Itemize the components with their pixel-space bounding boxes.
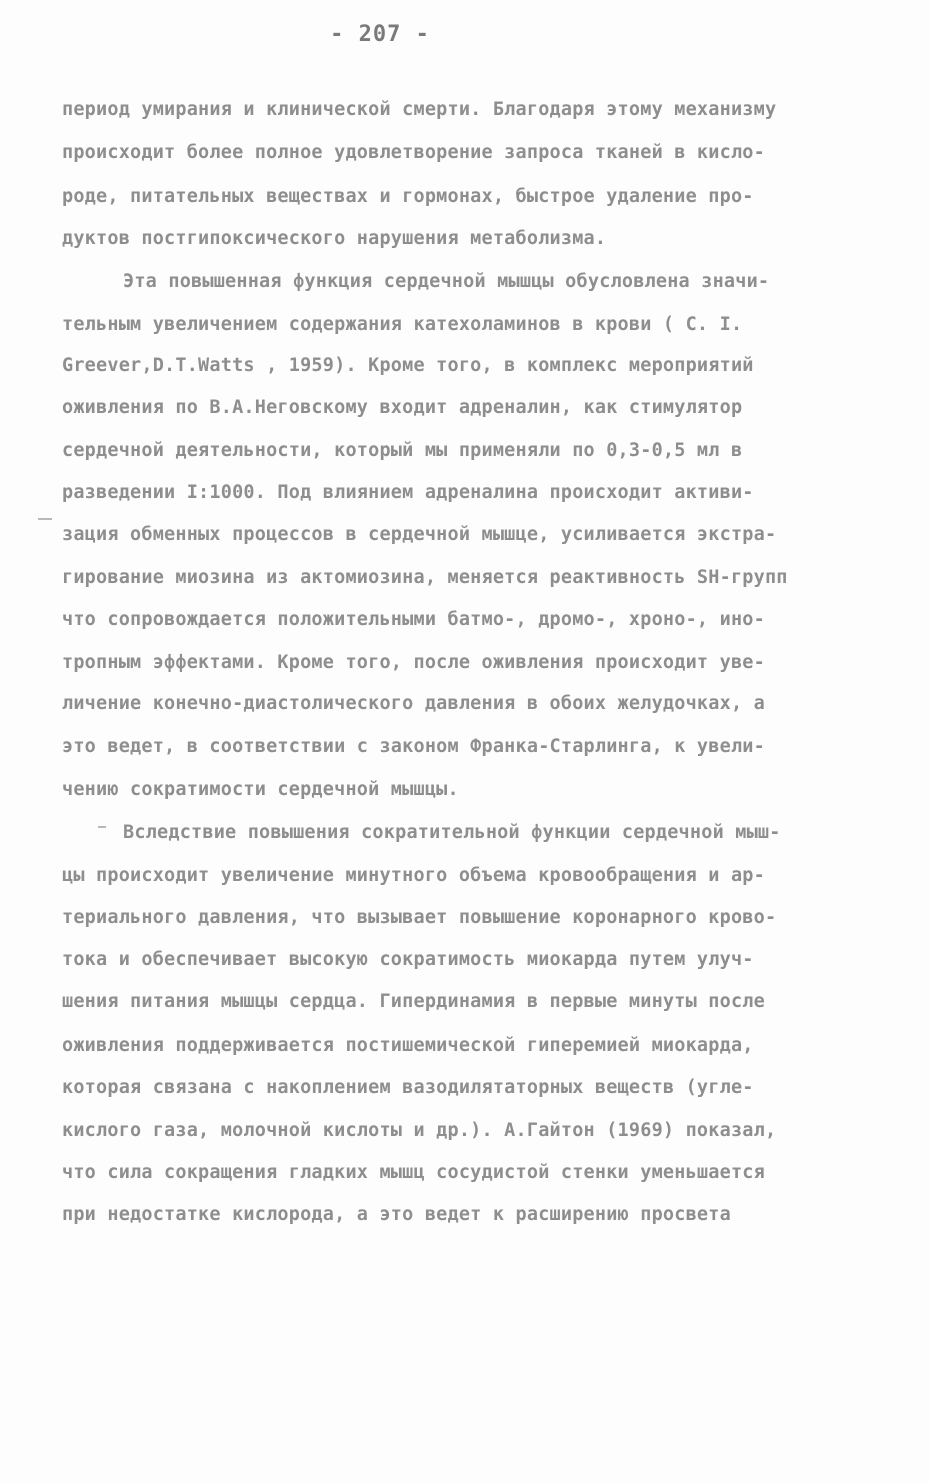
text-line: териального давления, что вызывает повышение коронарного крово- [62,907,777,928]
text-line: которая связана с накоплением вазодилятаторных веществ (угле- [62,1077,754,1098]
text-line: что сопровождается положительными батмо-, дромо-, хроно-, ино- [62,609,765,630]
text-line: сердечной деятельности, который мы применяли по 0,3-0,5 мл в [62,440,743,461]
text-line: период умирания и клинической смерти. Благодаря этому механизму [62,99,777,120]
page-number: - 207 - [330,22,430,47]
text-line: при недостатке кислорода, а это ведет к расширению просвета [62,1204,731,1225]
margin-mark [98,826,106,828]
text-line: происходит более полное удовлетворение запроса тканей в кисло- [62,142,765,163]
text-line: роде, питательных веществах и гормонах, быстрое удаление про- [62,186,754,207]
text-line: шения питания мышцы сердца. Гипердинамия в первые минуты после [62,991,765,1012]
text-line: оживления по В.А.Неговскому входит адреналин, как стимулятор [62,397,743,418]
text-line: тропным эффектами. Кроме того, после оживления происходит уве- [62,652,765,673]
text-line: личение конечно-диастолического давления в обоих желудочках, а [62,693,765,714]
text-line: тока и обеспечивает высокую сократимость миокарда путем улуч- [62,949,754,970]
text-line: гирование миозина из актомиозина, меняется реактивность SH-групп [62,567,788,588]
text-line: Greever,D.T.Watts , 1959). Кроме того, в комплекс мероприятий [62,355,754,376]
paragraph-first-line: Эта повышенная функция сердечной мышцы обусловлена значи- [123,271,770,292]
text-line: зация обменных процессов в сердечной мышце, усиливается экстра- [62,524,777,545]
text-line: цы происходит увеличение минутного объема кровообращения и ар- [62,865,765,886]
text-line: оживления поддерживается постишемической гиперемией миокарда, [62,1035,754,1056]
text-line: тельным увеличением содержания катехоламинов в крови ( C. I. [62,314,743,335]
margin-mark [38,518,52,520]
text-line: чению сократимости сердечной мышцы. [62,779,459,800]
text-line: что сила сокращения гладких мышц сосудистой стенки уменьшается [62,1162,765,1183]
text-line: кислого газа, молочной кислоты и др.). А.Гайтон (1969) показал, [62,1120,777,1141]
text-line: разведении I:1000. Под влиянием адреналина происходит активи- [62,482,754,503]
text-line: дуктов постгипоксического нарушения метаболизма. [62,228,607,249]
paragraph-first-line: Вследствие повышения сократительной функции сердечной мыш- [123,822,781,843]
text-line: это ведет, в соответствии с законом Франка-Старлинга, к увели- [62,736,765,757]
